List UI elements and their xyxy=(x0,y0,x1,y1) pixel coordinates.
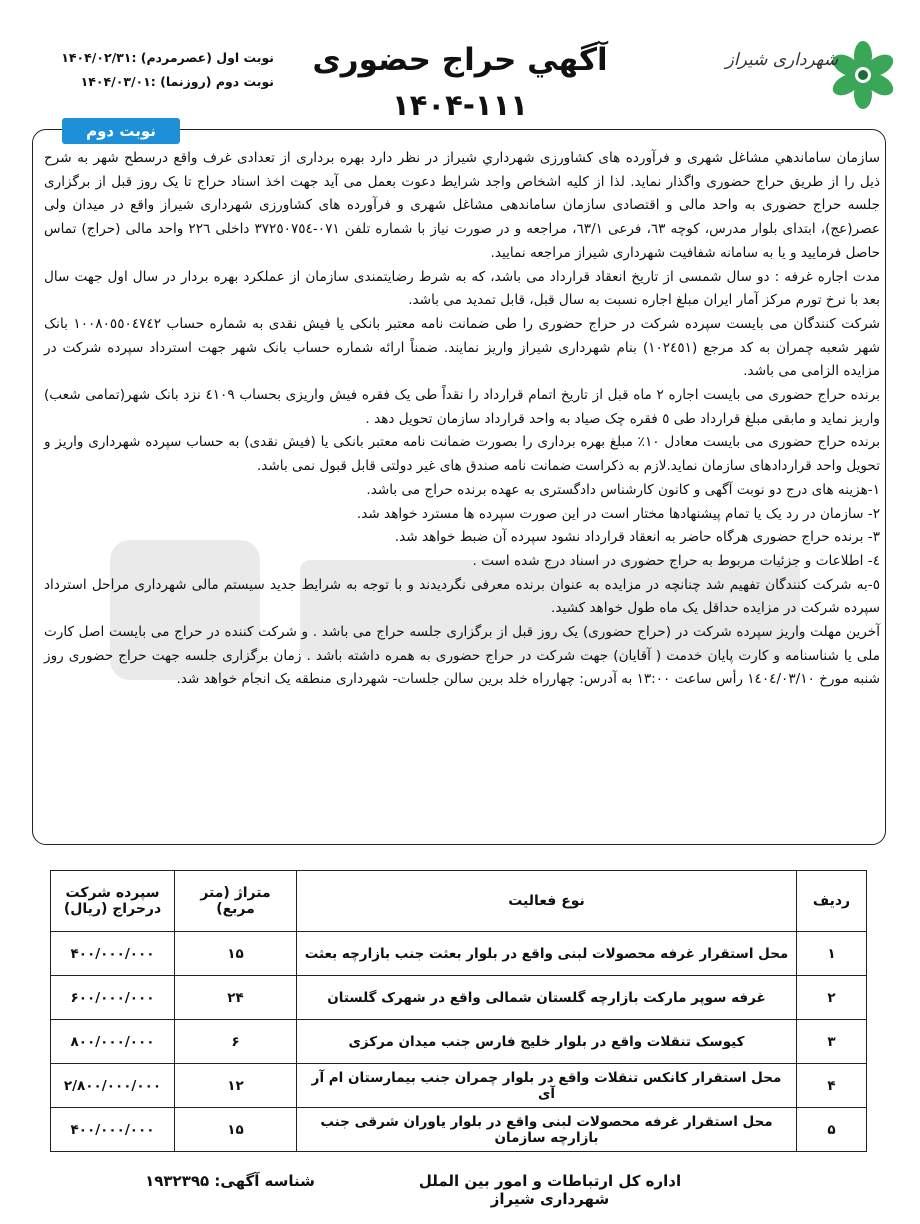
cell-row-number: ١ xyxy=(797,932,867,976)
table-row xyxy=(51,1020,867,1064)
paragraph-intro: سازمان ساماندهي مشاغل شهری و فرآورده های کشاورزی شهرداري شیراز در نظر دارد بهره برداری از تعدادی غرف واقع درسطح شهر به شرح ذیل را از طریق حراج حضوری واگذار نماید. لذا از کلیه اشخاص واجد شرایط دعوت بعمل می آید جهت اخذ اسناد حراج تا یک روز قبل از برگزاری جلسه حراج حضوری به واحد مالی و اقتصادی سازمان ساماندهی مشاغل شهری و فرآورده های کشاورزی شهرداری شیراز واقع در میدان ولی عصر(عج)، ابتدای بلوار مدرس، کوچه ٦٣، فرعی ٦٣/١، مراجعه و در صورت نیاز با شماره تلفن ٠٧١-٣٧٢٥٠٧٥٤ داخلی ٢٢٦ واحد مالی (حراج) تماس حاصل فرمایید و یا به سامانه شفافیت شهرداری شیراز مراجعه نمایید. xyxy=(44,150,880,261)
footer-ad-id: شناسه آگهی: ١٩٣٢٣٩۵ xyxy=(145,1172,315,1190)
round-badge: نوبت دوم xyxy=(62,118,180,144)
cell-deposit: ٨٠٠/٠٠٠/٠٠٠ xyxy=(51,1020,175,1064)
condition-4: ٤- اطلاعات و جزئیات مربوط به حراج حضوری در اسناد درج شده است . xyxy=(472,552,880,569)
header-deposit: سپرده شرکت درحراج (ريال) xyxy=(51,871,175,932)
table-header-row xyxy=(51,871,867,932)
header-row-number: رديف xyxy=(797,871,867,932)
header-activity: نوع فعاليت xyxy=(297,871,797,932)
notice-body xyxy=(44,147,880,692)
page-title: آگهي حراج حضوری xyxy=(312,42,608,78)
cell-area: ١۵ xyxy=(175,932,297,976)
cell-row-number: ٣ xyxy=(797,1020,867,1064)
table-row xyxy=(51,976,867,1020)
logo-text: شهرداری شیراز xyxy=(725,50,838,70)
publication-dates xyxy=(24,46,274,94)
auction-items-table xyxy=(50,870,867,1152)
table-row xyxy=(51,932,867,976)
condition-3: ٣- برنده حراج حضوری هرگاه حاضر به انعقاد قرارداد نشود سپرده آن ضبط خواهد شد. xyxy=(394,529,880,546)
table-row xyxy=(51,1064,867,1108)
cell-row-number: ۵ xyxy=(797,1108,867,1152)
cell-deposit: ۶٠٠/٠٠٠/٠٠٠ xyxy=(51,976,175,1020)
date-second: نوبت دوم (روزنما) :۱۴۰۴/۰۳/۰۱ xyxy=(80,74,274,89)
condition-1: ١-هزینه های درج دو نوبت آگهی و کانون کارشناس دادگستری به عهده برنده حراج می باشد. xyxy=(366,481,880,498)
flower-logo-icon xyxy=(828,40,898,110)
paragraph-deadline: آخرین مهلت واریز سپرده شرکت در (حراج حضوری) یک روز قبل از برگزاری جلسه حراج می باشد . و شرکت کننده در حراج می بایست اصل کارت ملی یا شناسنامه و کارت پایان خدمت ( آقایان) جهت شرکت در حراج حضوری به همره داشته باشد . زمان برگزاری جلسه جهت حراج حضوری روز شنبه مورخ ١٤٠٤/٠٣/١٠ رأس ساعت ١٣:٠٠ به آدرس: چهارراه خلد برین سالن جلسات- شهرداری منطقه یک انجام خواهد شد. xyxy=(44,624,880,688)
date-first: نوبت اول (عصرمردم) :۱۴۰۴/۰۲/۳۱ xyxy=(61,50,274,65)
cell-activity: غرفه سوپر مارکت بازارچه گلستان شمالی واقع در شهرک گلستان xyxy=(297,976,797,1020)
cell-area: ١٢ xyxy=(175,1064,297,1108)
paragraph-guarantee: برنده حراج حضوری می بایست معادل ١٠٪ مبلغ بهره برداری را بصورت ضمانت نامه معتبر بانکی یا (فیش نقدی) به حساب سپرده شهرداری واریز و تحویل واحد قراردادهای سازمان نماید.لازم به ذکراست ضمانت نامه صندق های غیر دولتی قابل قبول نمی باشد. xyxy=(44,434,880,475)
cell-area: ١۵ xyxy=(175,1108,297,1152)
condition-2: ٢- سازمان در رد یک یا تمام پیشنهادها مختار است در این صورت سپرده ها مسترد خواهد شد. xyxy=(356,505,880,522)
cell-activity: کیوسک تنقلات واقع در بلوار خلیج فارس جنب میدان مرکزی xyxy=(297,1020,797,1064)
cell-deposit: ۴٠٠/٠٠٠/٠٠٠ xyxy=(51,932,175,976)
cell-activity: محل استقرار غرفه محصولات لبنی واقع در بلوار بعثت جنب بازارچه بعثت xyxy=(297,932,797,976)
cell-area: ٢۴ xyxy=(175,976,297,1020)
condition-5: ٥-به شرکت کنندگان تفهیم شد چنانچه در مزایده به عنوان برنده معرفی نگردیدند و با توجه به شرایط جدید سیستم مالی شهرداری مراحل استرداد سپرده شرکت در مزایده حداقل یک ماه طول خواهد کشید. xyxy=(44,576,880,617)
paragraph-lease-term: مدت اجاره غرفه : دو سال شمسی از تاریخ انعقاد قرارداد می باشد، که به شرط رضایتمندی سازمان از عملکرد بهره بردار در سال اول جهت سال بعد با نرخ تورم مرکز آمار ایران مبلغ اجاره نسبت به سال قبل، قابل تمدید می باشد. xyxy=(44,268,880,309)
cell-deposit: ٢/٨٠٠/٠٠٠/٠٠٠ xyxy=(51,1064,175,1108)
cell-activity: محل استقرار کانکس تنقلات واقع در بلوار چمران جنب بیمارستان ام آر آی xyxy=(297,1064,797,1108)
footer-department: اداره کل ارتباطات و امور بين الملل شهرداری شیراز xyxy=(418,1172,682,1208)
paragraph-deposit: شرکت کنندگان می بایست سپرده شرکت در حراج حضوری را طی ضمانت نامه معتبر بانکی یا فیش نقدی به شماره حساب ١٠٠٨٠٥٥٠٤٧٤٢ بانک شهر شعبه چمران به کد مرجع (١٠٢٤٥١) بنام شهرداری شیراز واریز نمایند. ضمناً ارائه شماره حساب بانک شهر جهت استرداد سپرده شرکت در مزایده الزامی می باشد. xyxy=(44,315,880,380)
cell-row-number: ٢ xyxy=(797,976,867,1020)
auction-number: ۱۴۰۴-۱۱۱ xyxy=(392,88,528,122)
header-area: متراژ (متر مربع) xyxy=(175,871,297,932)
table-row xyxy=(51,1108,867,1152)
cell-area: ۶ xyxy=(175,1020,297,1064)
cell-deposit: ۴٠٠/٠٠٠/٠٠٠ xyxy=(51,1108,175,1152)
paragraph-winner-payment: برنده حراج حضوری می بایست اجاره ٢ ماه قبل از تاریخ اتمام قرارداد را نقداً طی یک فقره فیش واریزی بحساب ٤١٠٩ نزد بانک شهر(تمامی شعب) واریز نماید و مابقی مبلغ قرارداد طی ٥ فقره چک صیاد به واحد قرارداد سازمان تحویل دهد . xyxy=(44,387,880,427)
cell-activity: محل استقرار غرفه محصولات لبنی واقع در بلوار یاوران شرقی جنب بازارچه سازمان xyxy=(297,1108,797,1152)
cell-row-number: ۴ xyxy=(797,1064,867,1108)
